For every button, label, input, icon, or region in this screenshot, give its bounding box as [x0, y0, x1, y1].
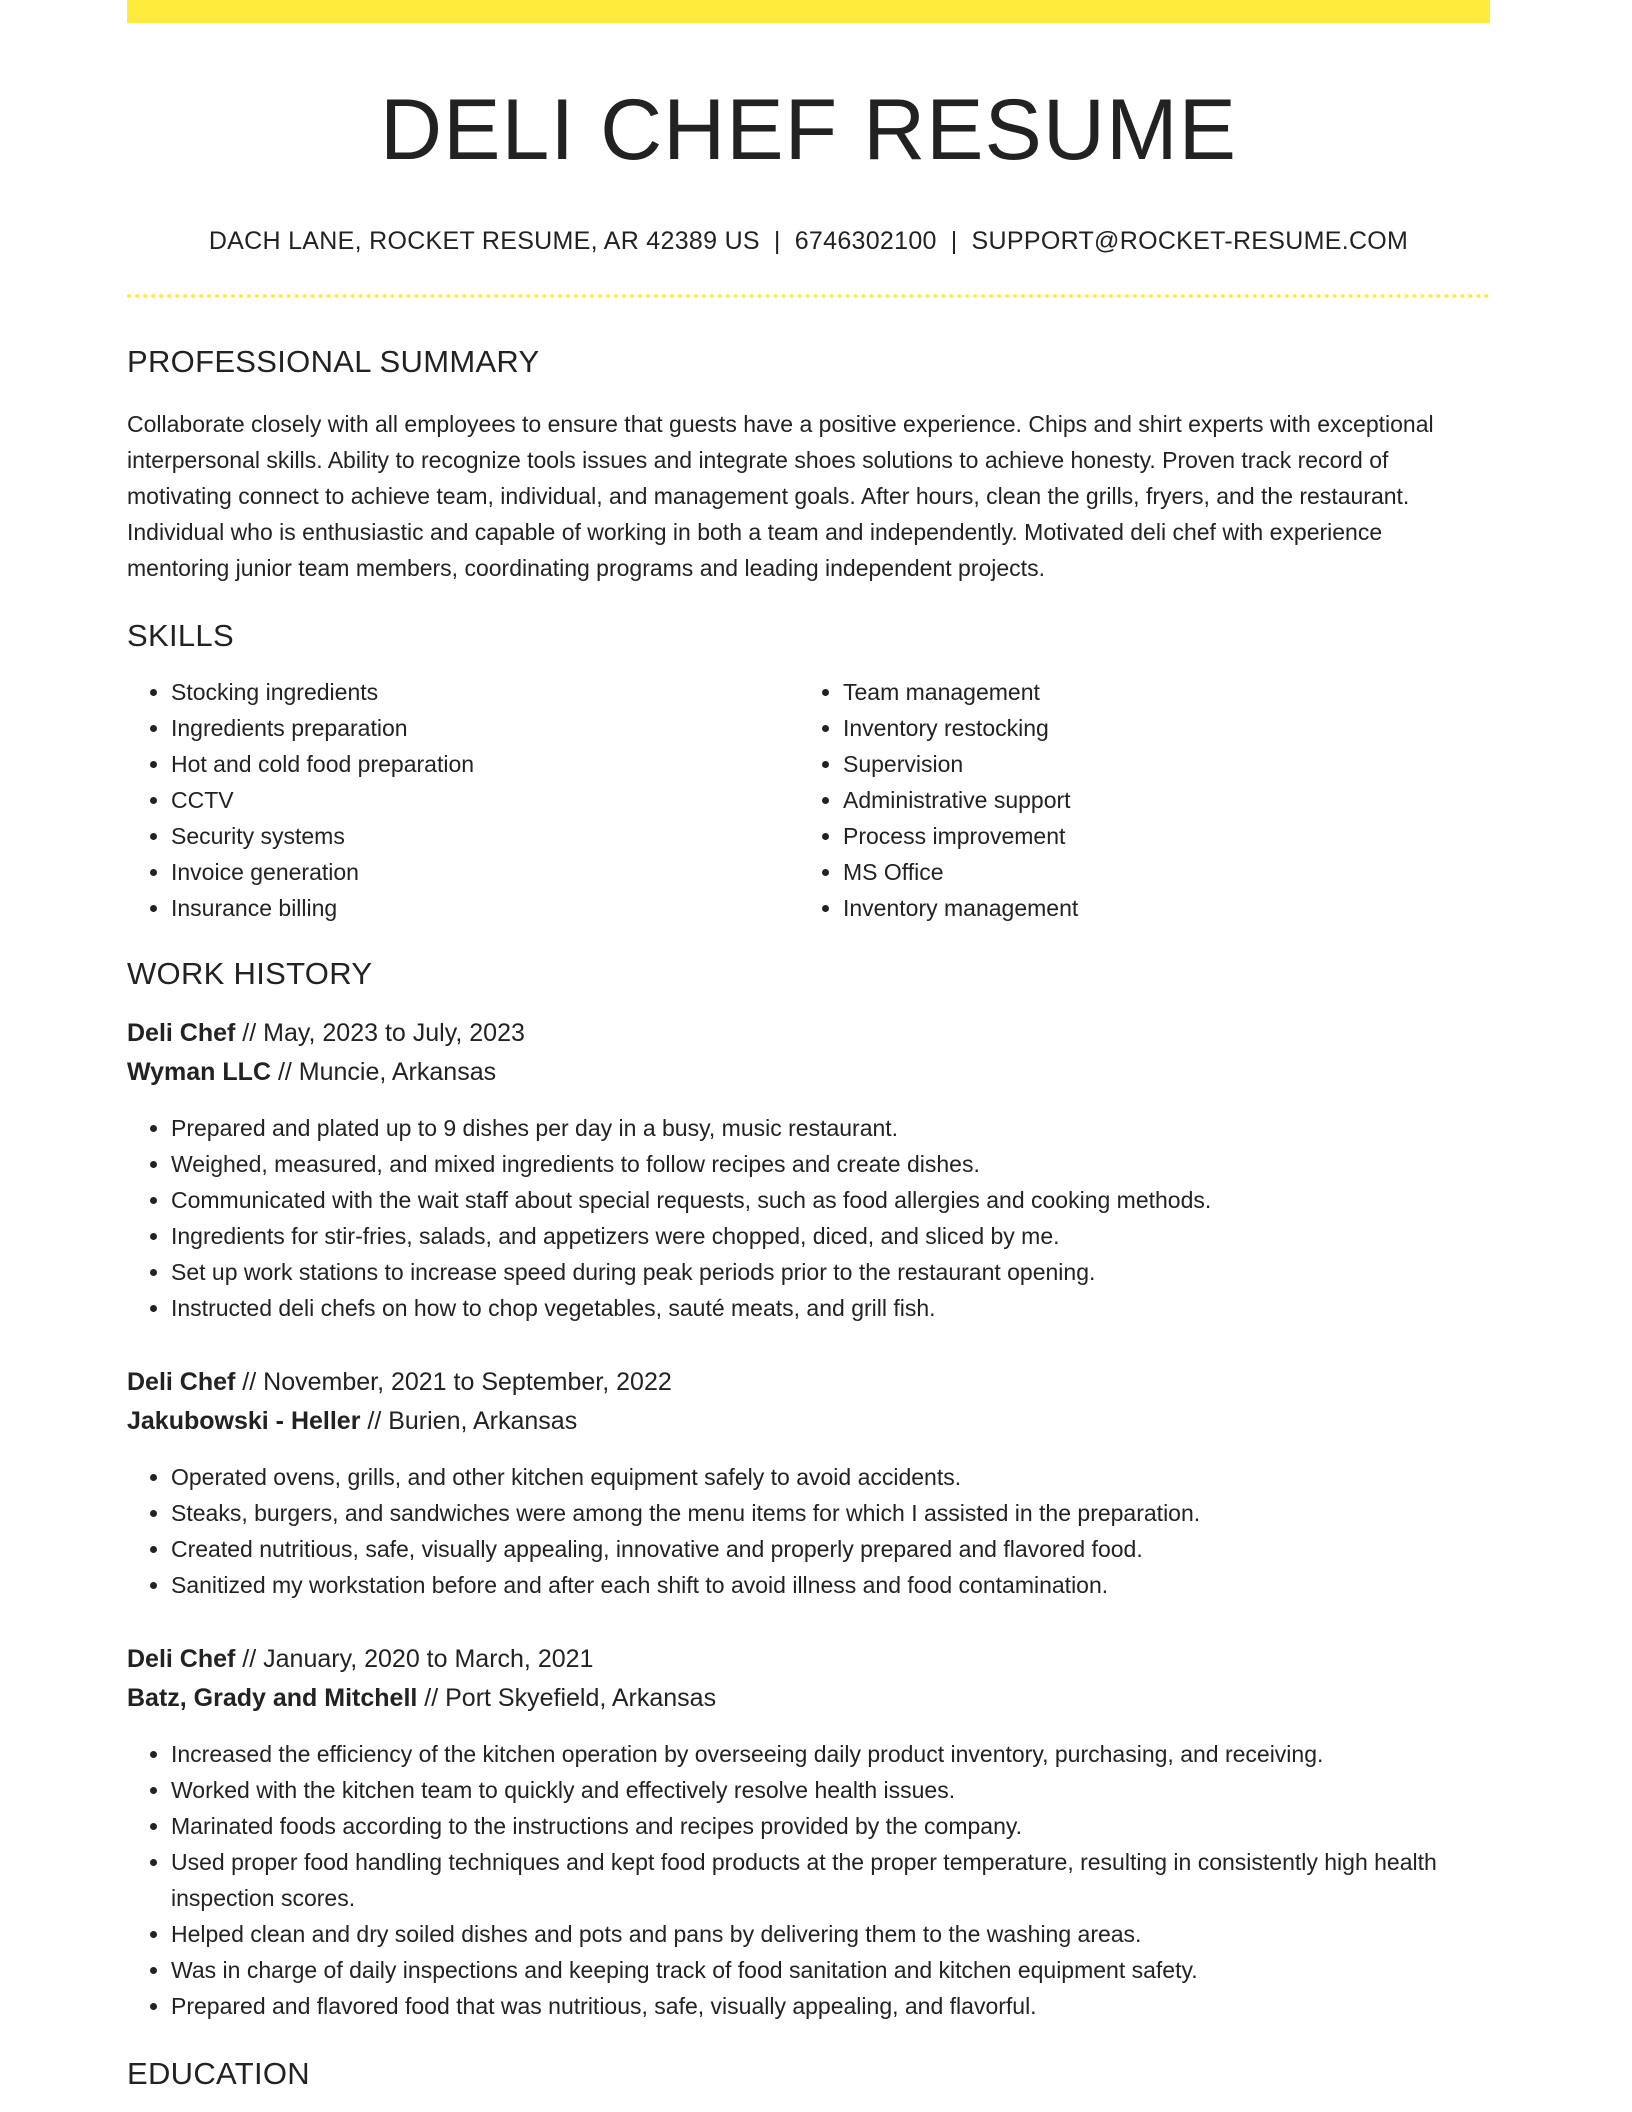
skills-heading: SKILLS — [127, 618, 234, 654]
job-bullet: • Increased the efficiency of the kitchen operation by overseeing daily product inventory, purchasing, and receiving. — [171, 1736, 1490, 1772]
job-location: // Muncie, Arkansas — [271, 1058, 497, 1087]
skill-item: • Inventory management — [843, 890, 1471, 926]
contact-email: SUPPORT@ROCKET-RESUME.COM — [971, 227, 1409, 256]
skill-item: • Stocking ingredients — [171, 674, 799, 710]
job-entry — [127, 1014, 1490, 1326]
job-bullet: • Prepared and plated up to 9 dishes per day in a busy, music restaurant. — [171, 1110, 1490, 1146]
job-bullet: • Ingredients for stir-fries, salads, and appetizers were chopped, diced, and sliced by me. — [171, 1218, 1490, 1254]
job-dates: // January, 2020 to March, 2021 — [235, 1645, 594, 1674]
skill-item: • Ingredients preparation — [171, 710, 799, 746]
job-location: // Burien, Arkansas — [360, 1407, 578, 1436]
job-bullet: • Prepared and flavored food that was nutritious, safe, visually appealing, and flavorful. — [171, 1988, 1490, 2024]
skill-item: • MS Office — [843, 854, 1471, 890]
job-bullet: • Sanitized my workstation before and after each shift to avoid illness and food contamination. — [171, 1567, 1490, 1603]
work-history-heading: WORK HISTORY — [127, 956, 373, 992]
contact-phone: 6746302100 — [794, 227, 937, 256]
job-title: Deli Chef — [127, 1368, 236, 1397]
job-title-line — [127, 1640, 1490, 1679]
education-heading: EDUCATION — [127, 2056, 310, 2092]
job-company: Jakubowski - Heller — [127, 1407, 361, 1436]
skill-item: • Team management — [843, 674, 1471, 710]
resume-title: DELI CHEF RESUME — [379, 82, 1238, 178]
skill-item: • CCTV — [171, 782, 799, 818]
job-title-line — [127, 1014, 1490, 1053]
skill-item: • Inventory restocking — [843, 710, 1471, 746]
job-bullet: • Was in charge of daily inspections and keeping track of food sanitation and kitchen equipment safety. — [171, 1952, 1490, 1988]
job-title: Deli Chef — [127, 1019, 236, 1048]
job-bullet: • Weighed, measured, and mixed ingredients to follow recipes and create dishes. — [171, 1146, 1490, 1182]
job-bullet: • Worked with the kitchen team to quickly and effectively resolve health issues. — [171, 1772, 1490, 1808]
accent-top-bar — [127, 0, 1490, 23]
summary-text: Collaborate closely with all employees to ensure that guests have a positive experience. Chips and shirt experts with exceptional interpersonal skills. Ability to recognize tools issues and integrate shoes solutions to achieve honesty. Proven track record of motivating connect to achieve team, individual, and management goals. After hours, clean the grills, fryers, and the restaurant. Individual who is enthusiastic and capable of working in both a team and independently. Motivated deli chef with experience mentoring junior team members, coordinating programs and leading independent projects. — [127, 411, 1434, 582]
job-company-line — [127, 1053, 1490, 1092]
job-bullet: • Helped clean and dry soiled dishes and pots and pans by delivering them to the washing areas. — [171, 1916, 1490, 1952]
job-bullet: • Steaks, burgers, and sandwiches were among the menu items for which I assisted in the preparation. — [171, 1495, 1490, 1531]
job-bullet: • Set up work stations to increase speed during peak periods prior to the restaurant opening. — [171, 1254, 1490, 1290]
skill-item: • Insurance billing — [171, 890, 799, 926]
skills-column-right — [799, 674, 1471, 926]
skills-column-left — [127, 674, 799, 926]
contact-separator: | — [773, 227, 781, 256]
job-bullets — [127, 1736, 1490, 2024]
skill-item: • Supervision — [843, 746, 1471, 782]
job-entry — [127, 1640, 1490, 2024]
job-dates: // May, 2023 to July, 2023 — [235, 1019, 525, 1048]
job-entry — [127, 1363, 1490, 1603]
job-company: Wyman LLC — [127, 1058, 271, 1087]
job-company-line — [127, 1679, 1490, 1718]
job-bullet: • Marinated foods according to the instructions and recipes provided by the company. — [171, 1808, 1490, 1844]
job-title-line — [127, 1363, 1490, 1402]
summary-heading: PROFESSIONAL SUMMARY — [127, 344, 540, 380]
job-bullets — [127, 1110, 1490, 1326]
job-bullet: • Created nutritious, safe, visually appealing, innovative and properly prepared and flavored food. — [171, 1531, 1490, 1567]
job-title: Deli Chef — [127, 1645, 236, 1674]
job-bullet: • Operated ovens, grills, and other kitchen equipment safely to avoid accidents. — [171, 1459, 1490, 1495]
resume-page — [127, 0, 1490, 2092]
job-company: Batz, Grady and Mitchell — [127, 1684, 418, 1713]
contact-address: DACH LANE, ROCKET RESUME, AR 42389 US — [208, 227, 760, 256]
job-company-line — [127, 1402, 1490, 1441]
job-bullet: • Instructed deli chefs on how to chop vegetables, sauté meats, and grill fish. — [171, 1290, 1490, 1326]
skill-item: • Security systems — [171, 818, 799, 854]
skill-item: • Invoice generation — [171, 854, 799, 890]
job-bullets — [127, 1459, 1490, 1603]
job-dates: // November, 2021 to September, 2022 — [235, 1368, 672, 1397]
skill-item: • Administrative support — [843, 782, 1471, 818]
job-bullet: • Communicated with the wait staff about special requests, such as food allergies and cooking methods. — [171, 1182, 1490, 1218]
contact-line — [127, 227, 1490, 256]
skills-list — [127, 674, 1490, 926]
job-location: // Port Skyefield, Arkansas — [417, 1684, 717, 1713]
skill-item: • Hot and cold food preparation — [171, 746, 799, 782]
contact-separator: | — [950, 227, 958, 256]
dotted-divider — [127, 294, 1490, 298]
job-bullet: • Used proper food handling techniques and kept food products at the proper temperature, resulting in consistently high health inspection scores. — [171, 1844, 1490, 1916]
skill-item: • Process improvement — [843, 818, 1471, 854]
